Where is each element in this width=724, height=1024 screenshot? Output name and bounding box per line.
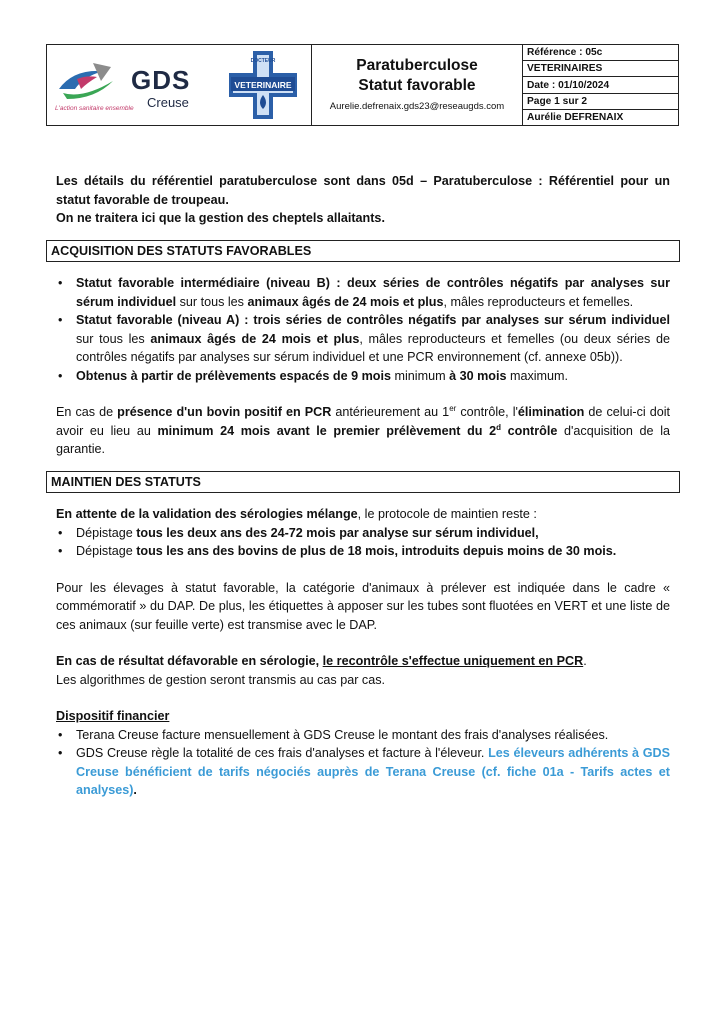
badge-top-label: DOCTEUR bbox=[250, 58, 276, 64]
acquisition-list bbox=[56, 274, 670, 385]
document-subtitle: Statut favorable bbox=[358, 77, 476, 94]
pcr-paragraph: En cas de présence d'un bovin positif en PCR antérieurement au 1er contrôle, l'élimination de celui-ci doit avoir eu lieu au minimum 24 mois avant le premier prélèvement du 2$^d$ contrôle d'acquisition de la garantie. bbox=[56, 403, 671, 456]
defavorable-paragraph: En cas de résultat défavorable en sérologie, le recontrôle s'effectue uniquement en PCR. bbox=[56, 654, 587, 668]
document-body bbox=[51, 172, 671, 800]
contact-email: Aurelie.defrenaix.gds23@reseaugds.com bbox=[329, 101, 505, 112]
intro-paragraph bbox=[56, 172, 670, 228]
list-item: • Statut favorable (niveau A) : trois séries de contrôles négatifs par analyses sur sérum individuel sur tous les animaux âgés de 24 mois et plus, mâles reproducteurs et femelles (ou deux séries de contrôles négatifs par analyses sur sérum individuel et une PCR environnement (cf. annexe 05b)). bbox=[76, 311, 670, 367]
maintien-list bbox=[56, 524, 670, 561]
gds-creuse-logo bbox=[53, 53, 213, 117]
intro-line2: On ne traitera ici que la gestion des cheptels allaitants. bbox=[56, 211, 385, 225]
gds-swoosh-icon bbox=[53, 59, 123, 103]
list-item: • Terana Creuse facture mensuellement à GDS Creuse le montant des frais d'analyses réalisées. bbox=[76, 726, 670, 745]
badge-label: VETERINAIRE bbox=[234, 80, 292, 90]
reference-cell bbox=[523, 45, 678, 125]
document-header bbox=[46, 44, 679, 126]
author: Aurélie DEFRENAIX bbox=[527, 111, 624, 123]
logo-cell bbox=[47, 45, 312, 125]
favorable-paragraph: Pour les élevages à statut favorable, la catégorie d'animaux à prélever est indiquée dans le cadre « commémoratif » du DAP. De plus, les étiquettes à apposer sur les tubes sont fluotées en VERT et une liste de ces animaux (sur feuille verte) est transmise avec le DAP. bbox=[56, 580, 670, 632]
list-item: • Dépistage tous les deux ans des 24-72 mois par analyse sur sérum individuel, bbox=[76, 524, 670, 543]
list-item: • Statut favorable intermédiaire (niveau B) : deux séries de contrôles négatifs par analyses sur sérum individuel sur tous les animaux âgés de 24 mois et plus, mâles reproducteurs et femelles. bbox=[76, 274, 670, 311]
list-item: • GDS Creuse règle la totalité de ces frais d'analyses et facture à l'éleveur. Les éleveurs adhérents à GDS Creuse bénéficient de tarifs négociés auprès de Terana Creuse (cf. fiche 01a - Tarifs actes et analyses). bbox=[76, 744, 670, 800]
financing-list bbox=[56, 726, 670, 800]
adherents-link[interactable]: Les éleveurs adhérents à GDS Creuse bénéficient de tarifs négociés auprès de Terana Creuse (cf. fiche 01a - Tarifs actes et analyses) bbox=[76, 746, 670, 797]
title-cell bbox=[312, 45, 523, 125]
algorithm-paragraph: Les algorithmes de gestion seront transmis au cas par cas. bbox=[56, 672, 385, 687]
veterinaire-badge-icon bbox=[227, 49, 299, 121]
maintien-lead: En attente de la validation des sérologies mélange, le protocole de maintien reste : bbox=[56, 507, 537, 521]
reference: Référence : 05c bbox=[523, 45, 678, 61]
intro-line1: Les détails du référentiel paratuberculose sont dans 05d – Paratuberculose : Référentiel pour un statut favorable de troupeau. bbox=[56, 174, 670, 207]
logo-text: GDS bbox=[131, 65, 191, 95]
logo-tagline: L'action sanitaire ensemble bbox=[55, 105, 134, 112]
logo-subtext: Creuse bbox=[147, 95, 189, 110]
section-acquisition-title: ACQUISITION DES STATUTS FAVORABLES bbox=[46, 240, 680, 263]
list-item: • Obtenus à partir de prélèvements espacés de 9 mois minimum à 30 mois maximum. bbox=[76, 367, 670, 386]
date: Date : 01/10/2024 bbox=[523, 77, 678, 93]
section-maintien-title: MAINTIEN DES STATUTS bbox=[46, 471, 680, 494]
list-item: • Dépistage tous les ans des bovins de plus de 18 mois, introduits depuis moins de 30 mois. bbox=[76, 542, 670, 561]
service: VETERINAIRES bbox=[523, 61, 678, 77]
page-number: Page 1 sur 2 bbox=[523, 94, 678, 110]
financing-title: Dispositif financier bbox=[56, 709, 170, 723]
document-title: Paratuberculose bbox=[356, 57, 478, 74]
